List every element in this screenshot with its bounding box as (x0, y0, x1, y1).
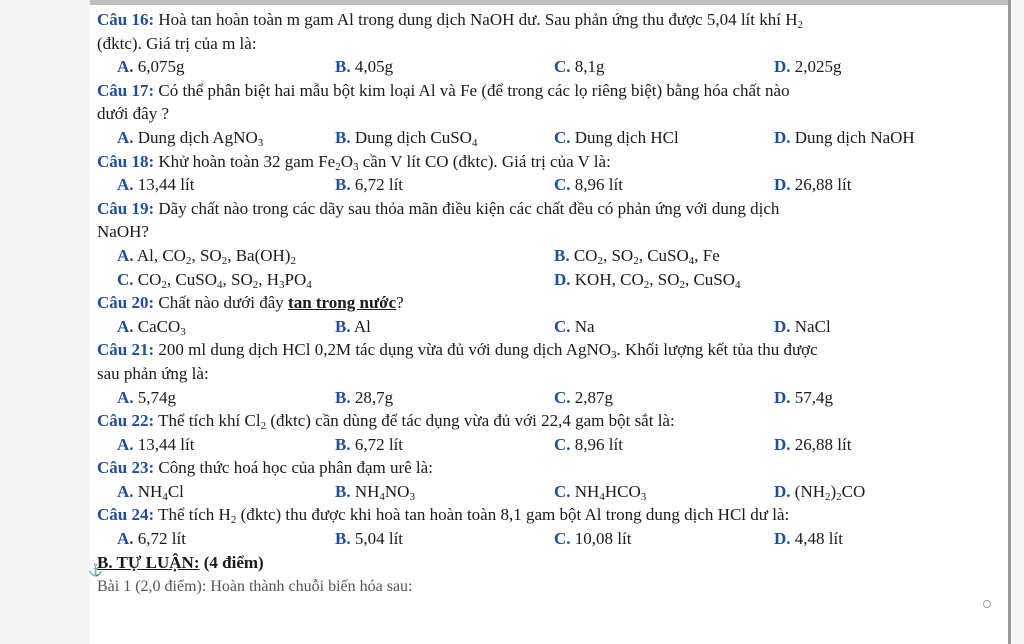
option-b: B. Al (335, 316, 371, 336)
option-d: D. 4,48 lít (774, 529, 843, 549)
option-d: D. 2,025g (774, 57, 842, 77)
option-b: B. $CO_2$, $SO_2$, CuSO$_4$, Fe (554, 245, 720, 267)
exercise-1-text: Bài 1 (2,0 điểm): Hoàn thành chuỗi biến hóa sau: (97, 578, 413, 596)
question-number: Câu 17: (97, 80, 155, 100)
question-number: Câu 22: (97, 411, 155, 431)
option-a: A. Al, $CO_2$, $SO_2$, $Ba(OH)_2$ (117, 245, 296, 267)
option-d: D. Dung dịch NaOH (774, 127, 915, 147)
section-title: B. TỰ LUẬN: (97, 552, 200, 572)
option-a: A. 5,74g (117, 387, 177, 407)
option-c: C. 8,1g (554, 57, 605, 77)
option-d: D. 26,88 lít (774, 434, 852, 454)
question-24-options (97, 527, 1002, 551)
question-17-options (97, 126, 1002, 150)
question-number: Câu 18: (97, 151, 155, 171)
question-17: Câu 17: Có thể phân biệt hai mẫu bột kim loại Al và Fe (để trong các lọ riêng biệt) bằng hóa chất nào (97, 80, 790, 100)
question-23: Câu 23: Công thức hoá học của phân đạm urê là: (97, 458, 433, 478)
option-d: D. 26,88 lít (774, 175, 852, 195)
question-17-cont: dưới đây ? (97, 104, 170, 124)
option-b: B. 6,72 lít (335, 434, 404, 454)
question-18-options (97, 173, 1002, 197)
option-c: C. $CO_2$, CuSO$_4$, $SO_2$, $H_3PO_4$ (117, 269, 312, 291)
option-c: C. 2,87g (554, 387, 614, 407)
option-b: B. 5,04 lít (335, 529, 404, 549)
option-d: D. NaCl (774, 316, 831, 336)
question-number: Câu 20: (97, 293, 155, 313)
question-20: Câu 20: Chất nào dưới đây tan trong nước? (97, 293, 404, 313)
option-c: C. $NH_4HCO_3$ (554, 481, 647, 503)
option-a: A. Dung dịch AgNO$_3$ (117, 127, 264, 149)
question-19: Câu 19: Dãy chất nào trong các dãy sau thỏa mãn điều kiện các chất đều có phản ứng với dung dịch (97, 198, 780, 218)
option-b: B. Dung dịch CuSO$_4$ (335, 127, 478, 149)
question-number: Câu 16: (97, 10, 155, 29)
question-21-cont: sau phản ứng là: (97, 363, 209, 383)
question-18: Câu 18: Khử hoàn toàn 32 gam $Fe_2O_3$ cần V lít CO (đktc). Giá trị của V là: (97, 151, 611, 173)
question-22-options (97, 433, 1002, 457)
option-c: C. 8,96 lít (554, 175, 623, 195)
option-a: A. 6,075g (117, 57, 185, 77)
question-16-cont: (đktc). Giá trị của m là: (97, 33, 257, 53)
option-b: B. 6,72 lít (335, 175, 404, 195)
question-22: Câu 22: Thể tích khí $Cl_2$ (đktc) cần dùng để tác dụng vừa đủ với 22,4 gam bột sắt là: (97, 411, 675, 433)
option-d: D. KOH, $CO_2$, $SO_2$, CuSO$_4$ (554, 269, 741, 291)
question-24: Câu 24: Thể tích $H_2$ (đktc) thu được khi hoà tan hoàn toàn 8,1 gam bột Al trong dung dịch HCl dư là: (97, 505, 790, 527)
option-b: B. 4,05g (335, 57, 394, 77)
question-number: Câu 24: (97, 505, 155, 525)
option-d: D. 57,4g (774, 387, 834, 407)
document-page (97, 8, 1002, 598)
option-a: A. 6,72 lít (117, 529, 186, 549)
option-a: A. 13,44 lít (117, 175, 195, 195)
option-c: C. Dung dịch HCl (554, 127, 679, 147)
option-c: C. 8,96 lít (554, 434, 623, 454)
question-19-options-ab (97, 244, 1002, 268)
question-16: Câu 16: Hoà tan hoàn toàn m gam Al trong dung dịch NaOH dư. Sau phản ứng thu được 5,04 lít khí $H_2$ (97, 10, 804, 31)
question-19-cont: NaOH? (97, 222, 149, 242)
question-21-options (97, 386, 1002, 410)
left-page-margin (0, 0, 90, 644)
question-19-options-cd (97, 268, 1002, 292)
option-a: A. CaCO$_3$ (117, 316, 186, 338)
option-c: C. Na (554, 316, 595, 336)
window-top-edge (0, 0, 1024, 5)
right-page-margin (1011, 0, 1024, 644)
option-a: A. $NH_4Cl$ (117, 481, 184, 503)
question-16-options (97, 55, 1002, 79)
option-d: D. $(NH_2)_2CO$ (774, 481, 866, 503)
question-21: Câu 21: 200 ml dung dịch HCl 0,2M tác dụng vừa đủ với dung dịch AgNO$_3$. Khối lượng kết tủa thu được (97, 340, 818, 362)
question-number: Câu 21: (97, 340, 155, 360)
option-a: A. 13,44 lít (117, 434, 195, 454)
anchor-icon[interactable]: ⚓ (88, 563, 103, 577)
option-c: C. 10,08 lít (554, 529, 632, 549)
exercise-1 (97, 574, 1002, 598)
emphasis-text: tan trong nước (288, 293, 397, 313)
option-b: B. $NH_4NO_3$ (335, 481, 415, 503)
scroll-indicator-icon (983, 600, 991, 608)
question-number: Câu 23: (97, 458, 155, 478)
option-b: B. 28,7g (335, 387, 394, 407)
question-20-options (97, 315, 1002, 339)
section-heading: B. TỰ LUẬN: (4 điểm) (97, 552, 264, 572)
question-23-options (97, 480, 1002, 504)
question-number: Câu 19: (97, 198, 155, 218)
